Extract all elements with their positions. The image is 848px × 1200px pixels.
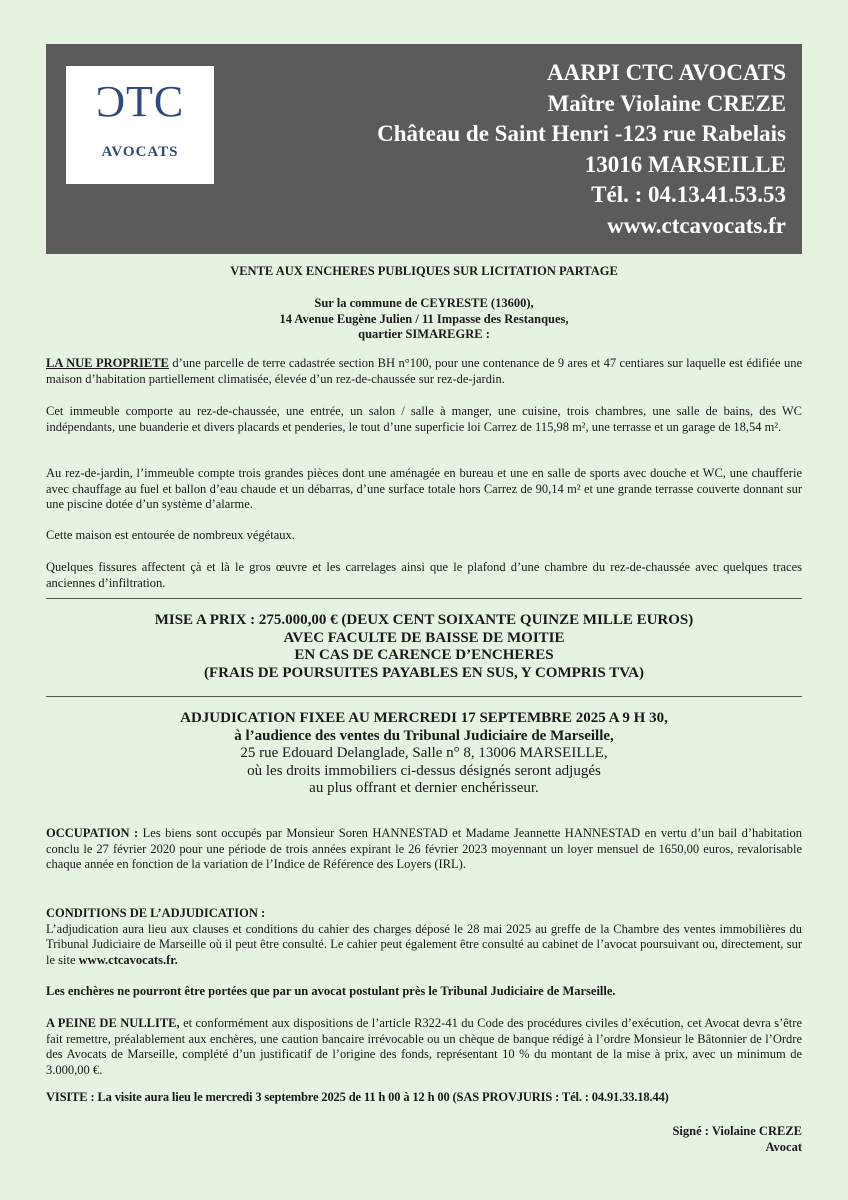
property-lead: LA NUE PROPRIETE: [46, 356, 169, 370]
reserve-price: MISE A PRIX : 275.000,00 € (DEUX CENT SOIXANTE QUINZE MILLE EUROS): [154, 612, 694, 628]
occupation-paragraph: [46, 826, 802, 873]
price-reduction: AVEC FACULTE DE BAISSE DE MOITIE: [283, 629, 565, 646]
conditions-site: www.ctcavocats.fr.: [78, 952, 178, 967]
ground-floor-paragraph: Cet immeuble comporte au rez-de-chaussée, une entrée, un salon / salle à manger, une cuisine, trois chambres, une salle de bains, des WC indépendants, une buanderie et divers placards et penderies, le tout d’une superficie loi Carrez de 115,98 m², une terrasse et un garage de 18,54 m².: [46, 404, 802, 434]
adjudication-address: 25 rue Edouard Delanglade, Salle n° 8, 13006 MARSEILLE,: [240, 745, 608, 761]
divider: [46, 696, 802, 697]
signature-name: Signé : Violaine CREZE: [672, 1124, 802, 1138]
occupation-text: Les biens sont occupés par Monsieur Soren HANNESTAD et Madame Jeannette HANNESTAD en vertu d’un bail d’habitation conclu le 27 février 2020 pour une période de trois années expirant le 26 février 2023 moyennant un loyer mensuel de 1650,00 euros, revalorisable chaque année en fonction de la variation de l’Indice de Référence des Loyers (IRL).: [46, 826, 802, 871]
adjudication-bidder: au plus offrant et dernier enchérisseur.: [309, 780, 539, 796]
firm-phone: Tél. : 04.13.41.53.53: [591, 182, 786, 207]
adjudication-block: [46, 710, 802, 798]
occupation-lead: OCCUPATION :: [46, 826, 139, 840]
adjudication-date: ADJUDICATION FIXEE AU MERCREDI 17 SEPTEMBRE 2025 A 9 H 30,: [180, 710, 668, 726]
adjudication-rights: où les droits immobiliers ci-dessus désignés seront adjugés: [247, 762, 601, 779]
firm-city: 13016 MARSEILLE: [584, 151, 786, 177]
visit-notice: VISITE : La visite aura lieu le mercredi 3 septembre 2025 de 11 h 00 à 12 h 00 (SAS PROVJURIS : Tél. : 04.91.33.18.44): [46, 1090, 669, 1104]
property-location: [46, 296, 802, 343]
price-condition: EN CAS DE CARENCE D’ENCHERES: [294, 647, 554, 663]
logo-wordmark: AVOCATS: [101, 144, 179, 160]
divider: [46, 598, 802, 599]
signature-block: [46, 1124, 802, 1155]
garden-level-paragraph: Au rez-de-jardin, l’immeuble compte trois grandes pièces dont une aménagée en bureau et une en salle de sports avec douche et WC, une chaufferie avec chauffage au fuel et ballon d’eau chaude et un débarras, d’une surface totale hors Carrez de 90,14 m² et une grande terrasse couverte donnant sur une piscine dotée d’un système d’alarme.: [46, 466, 802, 511]
location-district: quartier SIMAREGRE :: [358, 327, 490, 341]
penalty-lead: A PEINE DE NULLITE,: [46, 1016, 180, 1030]
conditions-section: [46, 906, 802, 968]
location-address: 14 Avenue Eugène Julien / 11 Impasse des Restanques,: [279, 311, 569, 326]
letterhead-banner: [46, 44, 802, 254]
lawyer-notice: Les enchères ne pourront être portées que par un avocat postulant près le Tribunal Judiciaire de Marseille.: [46, 984, 616, 998]
firm-logo: [66, 66, 214, 184]
vegetation-paragraph: Cette maison est entourée de nombreux végétaux.: [46, 528, 295, 542]
penalty-text: et conformément aux dispositions de l’article R322-41 du Code des procédures civiles d’exécution, cet Avocat devra s’être fait remettre, préalablement aux enchères, une caution bancaire irrévocable ou un chèque de banque rédigé à l’ordre Monsieur le Bâtonnier de l’Ordre des Avocats de Marseille, complété d’un justificatif de l’origine des fonds, représentant 10 % du montant de la mise à prix, avec un minimum de 3.000,00 €.: [46, 1016, 802, 1077]
firm-name: AARPI CTC AVOCATS: [547, 60, 786, 85]
firm-address: Château de Saint Henri -123 rue Rabelais: [377, 121, 786, 146]
notice-title: VENTE AUX ENCHERES PUBLIQUES SUR LICITATION PARTAGE: [230, 264, 618, 278]
lawyer-name: Maître Violaine CREZE: [547, 90, 786, 116]
location-commune: Sur la commune de CEYRESTE (13600),: [314, 296, 534, 310]
adjudication-court: à l’audience des ventes du Tribunal Judiciaire de Marseille,: [234, 727, 614, 744]
firm-contact-block: [377, 58, 786, 241]
property-description: [46, 356, 802, 387]
signature-title: Avocat: [765, 1139, 802, 1154]
conditions-text: L’adjudication aura lieu aux clauses et conditions du cahier des charges déposé le 28 mai 2025 au greffe de la Chambre des ventes immobilières du Tribunal Judiciaire de Marseille où il peut être consulté. Le cahier peut également être consulté au cabinet de l’avocat poursuivant ou, directement, sur le site: [46, 921, 802, 967]
property-text: d’une parcelle de terre cadastrée section BH n°100, pour une contenance de 9 ares et 47 centiares sur laquelle est édifiée une maison d’habitation partiellement climatisée, élevée d’un rez-de-chaussée sur rez-de-jardin.: [46, 356, 802, 386]
price-fees: (FRAIS DE POURSUITES PAYABLES EN SUS, Y COMPRIS TVA): [204, 664, 644, 681]
firm-website: www.ctcavocats.fr: [607, 212, 786, 238]
cracks-paragraph: Quelques fissures affectent çà et là le gros œuvre et les carrelages ainsi que le plafond d’une chambre du rez-de-chaussée avec quelques traces anciennes d’infiltration.: [46, 560, 802, 590]
penalty-paragraph: [46, 1016, 802, 1078]
reserve-price-block: [46, 612, 802, 682]
conditions-heading: CONDITIONS DE L’ADJUDICATION :: [46, 906, 266, 920]
logo-mark: ƆTC: [95, 77, 185, 126]
